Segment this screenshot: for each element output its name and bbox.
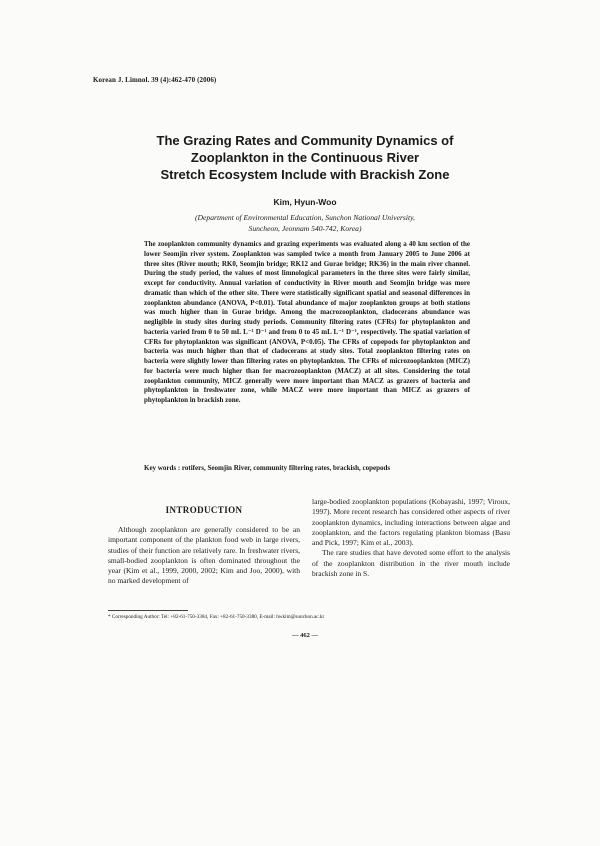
corresponding-author-footnote: * Corresponding Author: Tel: +82-61-750-3384, Fax: +82-61-750-3380, E-mail: hwkim@sunchon.ac.kr [108, 614, 325, 620]
title-line-3: Stretch Ecosystem Include with Brackish Zone [160, 167, 450, 182]
affiliation-line-2: Suncheon, Jeonnam 540-742, Korea) [248, 224, 362, 233]
abstract: The zooplankton community dynamics and grazing experiments was evaluated along a 40 km section of the lower Seomjin river system. Zooplankton was sampled twice a month from January 2005 to June 2006 at three sites (River mouth; RK0, Seomjin bridge; RK12 and Gurae bridge; RK36) in the main river channel. During the study period, the values of most limnological parameters in the three sites were fairly similar, except for conductivity. Annual variation of conductivity in River mouth and Seomjin bridge was more dramatic than which of the other site. There were statistically significant spatial and seasonal differences in zooplankton abundance (ANOVA, P<0.01). Total abundance of major zooplankton groups at both stations was much higher than in Gurae bridge. Among the macrozooplankton, cladocerans abundance was negligible in study sites during study periods. Community filtering rates (CFRs) for phytoplankton and bacteria varied from 0 to 50 mL L⁻¹ D⁻¹ and from 0 to 45 mL L⁻¹ D⁻¹, respectively. The spatial variation of CFRs for phytoplankton was significant (ANOVA, P<0.05). The CFRs of copepods for phytoplankton and bacteria was much higher than that of cladocerans at study sites. Total zooplankton filtering rates on bacteria were slightly lower than filtering rates on phytoplankton. The CFRs of microzooplankton (MICZ) for bacteria were much higher than for macrozooplankton (MACZ) at all sites. Considering the total zooplankton community, MICZ generally were more important than MACZ as grazers of bacteria and phytoplankton in freshwater zone, while MACZ were more important than MICZ as grazers of phytoplankton in brackish zone. [144, 240, 470, 404]
journal-reference: Korean J. Limnol. 39 (4):462-470 (2006) [93, 76, 217, 84]
title-line-1: The Grazing Rates and Community Dynamics of [156, 133, 454, 148]
intro-paragraph-left: Although zooplankton are generally considered to be an important component of the plankton food web in large rivers, studies of their function are relatively rare. In freshwater rivers, small-bodied zooplankton is often dominated throughout the year (Kim et al., 1999, 2000, 2002; Kim and Joo, 2000), with no marked development of [108, 525, 300, 586]
section-heading-introduction: INTRODUCTION [165, 505, 243, 515]
left-column [108, 497, 300, 587]
affiliation-line-1: (Department of Environmental Education, Sunchon National University, [195, 213, 415, 222]
footnote-divider [108, 610, 188, 611]
page-number: — 462 — [292, 632, 318, 639]
affiliation [120, 212, 490, 234]
title-line-2: Zooplankton in the Continuous River [190, 150, 420, 165]
intro-paragraph-right-2: The rare studies that have devoted some effort to the analysis of the zooplankton distribution in the river mouth include brackish zone in S. [312, 548, 510, 579]
right-column [312, 497, 510, 579]
keywords: Key words : rotifers, Seomjin River, community filtering rates, brackish, copepods [144, 464, 391, 472]
author-name: Kim, Hyun-Woo [273, 197, 337, 207]
paper-title [120, 132, 490, 183]
intro-paragraph-right-1: large-bodied zooplankton populations (Kobayashi, 1997; Viroux, 1997). More recent research has considered other aspects of river zooplankton dynamics, including interactions between algae and zooplankton, and the factors regulating plankton biomass (Basu and Pick, 1997; Kim et al., 2003). [312, 497, 510, 548]
